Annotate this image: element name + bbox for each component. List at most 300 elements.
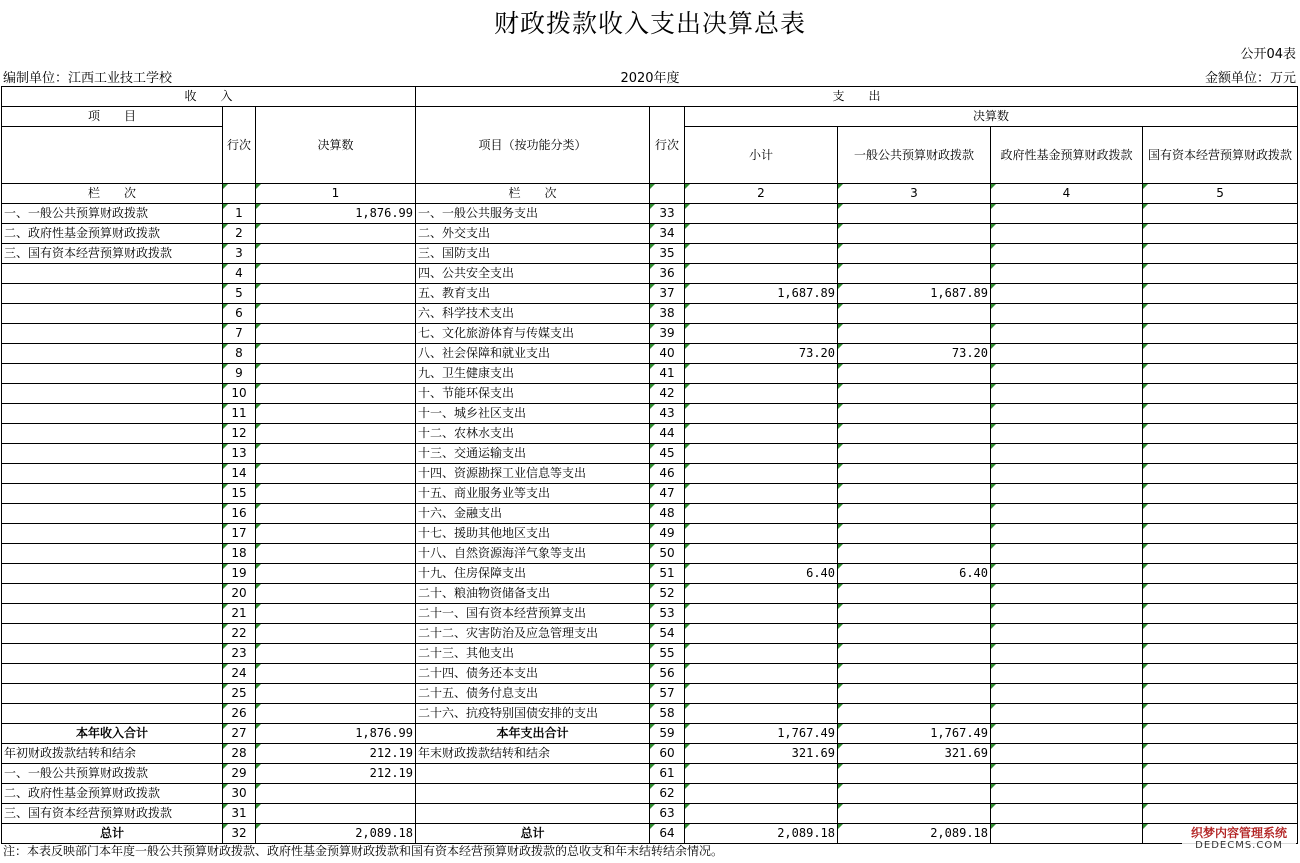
subtotal-cell: 2,089.18 xyxy=(685,824,838,844)
expense-row-no-cell: 37 xyxy=(650,284,685,304)
expense-item-cell: 九、卫生健康支出 xyxy=(416,364,650,384)
income-row-no-cell: 17 xyxy=(223,524,256,544)
subtotal-cell xyxy=(685,644,838,664)
table-row xyxy=(2,704,1298,724)
gov-fund-cell xyxy=(991,664,1143,684)
state-capital-cell xyxy=(1143,304,1298,324)
subtotal-cell xyxy=(685,264,838,284)
income-amount-cell: 2,089.18 xyxy=(256,824,416,844)
general-budget-cell: 321.69 xyxy=(838,744,991,764)
gov-fund-cell xyxy=(991,464,1143,484)
income-row-no-cell: 20 xyxy=(223,584,256,604)
subtotal-cell xyxy=(685,384,838,404)
general-budget-cell: 1,767.49 xyxy=(838,724,991,744)
general-budget-cell xyxy=(838,764,991,784)
income-item-cell xyxy=(2,264,223,284)
expense-row-no-cell: 52 xyxy=(650,584,685,604)
income-row-no-cell: 1 xyxy=(223,204,256,224)
column-number-3: 3 xyxy=(838,184,991,204)
income-amount-cell xyxy=(256,544,416,564)
gov-fund-cell xyxy=(991,544,1143,564)
expense-item-cell: 二十二、灾害防治及应急管理支出 xyxy=(416,624,650,644)
watermark xyxy=(1182,826,1296,852)
general-budget-cell xyxy=(838,664,991,684)
income-row-no-cell: 7 xyxy=(223,324,256,344)
expense-item-cell: 十三、交通运输支出 xyxy=(416,444,650,464)
income-item-cell: 总计 xyxy=(2,824,223,844)
general-budget-cell xyxy=(838,504,991,524)
state-capital-cell xyxy=(1143,564,1298,584)
general-budget-cell xyxy=(838,584,991,604)
income-row-no-cell: 3 xyxy=(223,244,256,264)
income-item-cell: 三、国有资本经营预算财政拨款 xyxy=(2,244,223,264)
general-budget-cell xyxy=(838,684,991,704)
column-no-blank-2 xyxy=(650,184,685,204)
general-budget-cell xyxy=(838,444,991,464)
expense-item-cell: 十六、金融支出 xyxy=(416,504,650,524)
expense-row-no-cell: 44 xyxy=(650,424,685,444)
income-item-cell: 年初财政拨款结转和结余 xyxy=(2,744,223,764)
general-budget-cell xyxy=(838,804,991,824)
expense-item-cell: 十二、农林水支出 xyxy=(416,424,650,444)
gov-fund-cell xyxy=(991,264,1143,284)
subtotal-cell: 1,687.89 xyxy=(685,284,838,304)
income-item-cell: 二、政府性基金预算财政拨款 xyxy=(2,784,223,804)
watermark-site: DEDECMS.COM xyxy=(1195,840,1283,851)
expense-row-no-cell: 43 xyxy=(650,404,685,424)
expense-row-no-cell: 57 xyxy=(650,684,685,704)
income-row-no-cell: 21 xyxy=(223,604,256,624)
income-amount-cell xyxy=(256,424,416,444)
table-row xyxy=(2,384,1298,404)
table-row xyxy=(2,304,1298,324)
table-row xyxy=(2,804,1298,824)
table-row xyxy=(2,264,1298,284)
general-budget-cell xyxy=(838,264,991,284)
general-budget-cell xyxy=(838,404,991,424)
general-budget-cell: 1,687.89 xyxy=(838,284,991,304)
income-header: 收 入 xyxy=(2,87,416,107)
income-item-cell xyxy=(2,684,223,704)
gov-fund-cell xyxy=(991,744,1143,764)
subtotal-cell xyxy=(685,784,838,804)
expense-item-cell: 十四、资源勘探工业信息等支出 xyxy=(416,464,650,484)
state-capital-cell xyxy=(1143,704,1298,724)
gov-fund-cell xyxy=(991,384,1143,404)
table-row xyxy=(2,504,1298,524)
income-amount-cell xyxy=(256,264,416,284)
income-item-cell xyxy=(2,524,223,544)
gov-fund-cell xyxy=(991,804,1143,824)
income-amount-cell xyxy=(256,344,416,364)
subtotal-cell xyxy=(685,444,838,464)
income-amount-cell xyxy=(256,444,416,464)
general-budget-cell xyxy=(838,244,991,264)
column-number-5: 5 xyxy=(1143,184,1298,204)
table-row xyxy=(2,464,1298,484)
state-capital-cell xyxy=(1143,784,1298,804)
general-budget-cell: 73.20 xyxy=(838,344,991,364)
income-row-no-cell: 27 xyxy=(223,724,256,744)
subtotal-cell xyxy=(685,324,838,344)
subtotal-cell: 73.20 xyxy=(685,344,838,364)
page-title: 财政拨款收入支出决算总表 xyxy=(493,9,806,38)
income-row-no-cell: 30 xyxy=(223,784,256,804)
general-budget-cell xyxy=(838,224,991,244)
income-amount-cell xyxy=(256,244,416,264)
table-row xyxy=(2,484,1298,504)
subtotal-cell xyxy=(685,364,838,384)
general-budget-cell xyxy=(838,704,991,724)
expense-row-no-cell: 33 xyxy=(650,204,685,224)
state-capital-cell xyxy=(1143,324,1298,344)
subtotal-cell: 6.40 xyxy=(685,564,838,584)
state-capital-cell xyxy=(1143,484,1298,504)
organization-label: 编制单位：江西工业技工学校 xyxy=(3,71,173,86)
income-row-no-cell: 22 xyxy=(223,624,256,644)
subtotal-cell xyxy=(685,584,838,604)
watermark-title: 织梦内容管理系统 xyxy=(1190,826,1287,840)
income-row-no-cell: 12 xyxy=(223,424,256,444)
table-row xyxy=(2,604,1298,624)
income-row-no-cell: 9 xyxy=(223,364,256,384)
expense-row-no-cell: 61 xyxy=(650,764,685,784)
income-row-no-cell: 25 xyxy=(223,684,256,704)
income-row-no-cell: 10 xyxy=(223,384,256,404)
income-row-no-cell: 2 xyxy=(223,224,256,244)
item-header: 项 目 xyxy=(2,107,223,127)
table-row xyxy=(2,364,1298,384)
func-item-header: 项目（按功能分类） xyxy=(416,107,650,184)
income-item-cell xyxy=(2,344,223,364)
general-budget-cell xyxy=(838,324,991,344)
expense-row-no-cell: 35 xyxy=(650,244,685,264)
income-row-no-cell: 29 xyxy=(223,764,256,784)
general-budget-cell xyxy=(838,364,991,384)
state-capital-cell xyxy=(1143,284,1298,304)
income-item-cell xyxy=(2,324,223,344)
table-row xyxy=(2,224,1298,244)
table-row xyxy=(2,724,1298,744)
general-budget-cell xyxy=(838,464,991,484)
income-item-cell xyxy=(2,284,223,304)
income-item-cell: 一、一般公共预算财政拨款 xyxy=(2,204,223,224)
state-capital-cell xyxy=(1143,464,1298,484)
income-row-no-cell: 16 xyxy=(223,504,256,524)
expense-row-no-cell: 48 xyxy=(650,504,685,524)
income-item-cell xyxy=(2,424,223,444)
state-capital-cell xyxy=(1143,624,1298,644)
income-item-cell: 二、政府性基金预算财政拨款 xyxy=(2,224,223,244)
gov-fund-cell xyxy=(991,784,1143,804)
expense-item-cell: 十、节能环保支出 xyxy=(416,384,650,404)
income-amount-cell xyxy=(256,564,416,584)
income-item-cell xyxy=(2,304,223,324)
state-capital-cell xyxy=(1143,744,1298,764)
table-row xyxy=(2,624,1298,644)
income-amount-cell xyxy=(256,624,416,644)
table-row xyxy=(2,524,1298,544)
income-amount-cell xyxy=(256,804,416,824)
state-capital-cell xyxy=(1143,504,1298,524)
income-item-cell xyxy=(2,584,223,604)
gov-fund-cell xyxy=(991,404,1143,424)
gov-fund-header: 政府性基金预算财政拨款 xyxy=(991,127,1143,184)
table-row xyxy=(2,744,1298,764)
expense-item-cell: 年末财政拨款结转和结余 xyxy=(416,744,650,764)
income-item-cell xyxy=(2,384,223,404)
general-budget-cell xyxy=(838,304,991,324)
income-row-no-cell: 24 xyxy=(223,664,256,684)
table-row xyxy=(2,344,1298,364)
final-amount-header-2: 决算数 xyxy=(685,107,1298,127)
state-capital-cell xyxy=(1143,684,1298,704)
budget-table xyxy=(1,86,1298,844)
expense-item-cell: 总计 xyxy=(416,824,650,844)
expense-row-no-cell: 56 xyxy=(650,664,685,684)
expense-item-cell: 二十、粮油物资储备支出 xyxy=(416,584,650,604)
general-budget-cell xyxy=(838,604,991,624)
expense-item-cell: 十八、自然资源海洋气象等支出 xyxy=(416,544,650,564)
expense-item-cell xyxy=(416,764,650,784)
income-row-no-cell: 31 xyxy=(223,804,256,824)
income-row-no-cell: 19 xyxy=(223,564,256,584)
gov-fund-cell xyxy=(991,444,1143,464)
state-capital-cell xyxy=(1143,644,1298,664)
income-item-cell xyxy=(2,504,223,524)
table-row xyxy=(2,284,1298,304)
subtotal-header: 小计 xyxy=(685,127,838,184)
column-no-blank xyxy=(223,184,256,204)
income-amount-cell xyxy=(256,284,416,304)
state-capital-cell xyxy=(1143,424,1298,444)
income-amount-cell xyxy=(256,784,416,804)
expense-row-no-cell: 53 xyxy=(650,604,685,624)
income-item-cell xyxy=(2,704,223,724)
income-row-no-cell: 26 xyxy=(223,704,256,724)
gov-fund-cell xyxy=(991,304,1143,324)
expense-row-no-cell: 63 xyxy=(650,804,685,824)
column-number-2: 2 xyxy=(685,184,838,204)
subtotal-cell xyxy=(685,704,838,724)
general-budget-cell xyxy=(838,784,991,804)
expense-row-no-cell: 49 xyxy=(650,524,685,544)
income-row-no-cell: 8 xyxy=(223,344,256,364)
general-budget-cell xyxy=(838,524,991,544)
expense-item-cell: 十九、住房保障支出 xyxy=(416,564,650,584)
income-amount-cell xyxy=(256,684,416,704)
income-amount-cell xyxy=(256,324,416,344)
income-item-cell xyxy=(2,404,223,424)
income-row-no-cell: 23 xyxy=(223,644,256,664)
expense-item-cell: 六、科学技术支出 xyxy=(416,304,650,324)
income-amount-cell: 212.19 xyxy=(256,744,416,764)
income-item-cell xyxy=(2,544,223,564)
income-amount-cell xyxy=(256,584,416,604)
expense-item-cell: 五、教育支出 xyxy=(416,284,650,304)
column-number-4: 4 xyxy=(991,184,1143,204)
income-row-no-cell: 14 xyxy=(223,464,256,484)
gov-fund-cell xyxy=(991,244,1143,264)
subtotal-cell xyxy=(685,664,838,684)
income-item-cell: 三、国有资本经营预算财政拨款 xyxy=(2,804,223,824)
fiscal-year: 2020年度 xyxy=(620,71,680,86)
income-amount-cell xyxy=(256,404,416,424)
income-row-no-cell: 28 xyxy=(223,744,256,764)
subtotal-cell xyxy=(685,204,838,224)
general-budget-cell xyxy=(838,484,991,504)
table-row xyxy=(2,244,1298,264)
income-item-cell xyxy=(2,644,223,664)
general-budget-header: 一般公共预算财政拨款 xyxy=(838,127,991,184)
table-row xyxy=(2,764,1298,784)
subtotal-cell xyxy=(685,464,838,484)
gov-fund-cell xyxy=(991,644,1143,664)
income-item-cell: 本年收入合计 xyxy=(2,724,223,744)
general-budget-cell xyxy=(838,624,991,644)
income-amount-cell xyxy=(256,224,416,244)
expense-row-no-cell: 39 xyxy=(650,324,685,344)
subtotal-cell xyxy=(685,504,838,524)
expense-row-no-cell: 54 xyxy=(650,624,685,644)
table-row xyxy=(2,404,1298,424)
expense-item-cell: 十五、商业服务业等支出 xyxy=(416,484,650,504)
income-amount-cell xyxy=(256,704,416,724)
subtotal-cell: 1,767.49 xyxy=(685,724,838,744)
income-amount-cell xyxy=(256,484,416,504)
expense-item-cell: 七、文化旅游体育与传媒支出 xyxy=(416,324,650,344)
expense-item-cell: 二、外交支出 xyxy=(416,224,650,244)
state-capital-cell xyxy=(1143,364,1298,384)
item-header-blank xyxy=(2,127,223,184)
expense-item-cell: 十一、城乡社区支出 xyxy=(416,404,650,424)
expense-item-cell: 二十五、债务付息支出 xyxy=(416,684,650,704)
expense-item-cell: 本年支出合计 xyxy=(416,724,650,744)
income-amount-cell xyxy=(256,604,416,624)
gov-fund-cell xyxy=(991,324,1143,344)
header-row-column-numbers xyxy=(2,184,1298,204)
general-budget-cell xyxy=(838,544,991,564)
general-budget-cell: 6.40 xyxy=(838,564,991,584)
state-capital-cell xyxy=(1143,604,1298,624)
state-capital-cell xyxy=(1143,344,1298,364)
income-amount-cell: 1,876.99 xyxy=(256,724,416,744)
state-capital-cell xyxy=(1143,204,1298,224)
income-item-cell xyxy=(2,564,223,584)
gov-fund-cell xyxy=(991,824,1143,844)
subtotal-cell xyxy=(685,404,838,424)
state-capital-cell xyxy=(1143,444,1298,464)
table-row xyxy=(2,444,1298,464)
expense-row-no-cell: 64 xyxy=(650,824,685,844)
gov-fund-cell xyxy=(991,764,1143,784)
subtotal-cell xyxy=(685,544,838,564)
income-row-no-cell: 5 xyxy=(223,284,256,304)
expense-row-no-cell: 42 xyxy=(650,384,685,404)
row-no-header-2: 行次 xyxy=(650,107,685,184)
table-row xyxy=(2,204,1298,224)
header-row-labels xyxy=(2,107,1298,127)
state-capital-cell xyxy=(1143,544,1298,564)
subtotal-cell xyxy=(685,224,838,244)
gov-fund-cell xyxy=(991,484,1143,504)
expense-row-no-cell: 59 xyxy=(650,724,685,744)
final-amount-header: 决算数 xyxy=(256,107,416,184)
expense-item-cell: 十七、援助其他地区支出 xyxy=(416,524,650,544)
expense-item-cell: 二十三、其他支出 xyxy=(416,644,650,664)
expense-row-no-cell: 58 xyxy=(650,704,685,724)
income-amount-cell: 1,876.99 xyxy=(256,204,416,224)
expense-item-cell xyxy=(416,804,650,824)
general-budget-cell xyxy=(838,424,991,444)
gov-fund-cell xyxy=(991,204,1143,224)
income-row-no-cell: 11 xyxy=(223,404,256,424)
expense-item-cell: 三、国防支出 xyxy=(416,244,650,264)
income-item-cell xyxy=(2,624,223,644)
expense-row-no-cell: 46 xyxy=(650,464,685,484)
gov-fund-cell xyxy=(991,684,1143,704)
income-item-cell xyxy=(2,484,223,504)
expense-row-no-cell: 36 xyxy=(650,264,685,284)
income-row-no-cell: 13 xyxy=(223,444,256,464)
subtotal-cell xyxy=(685,624,838,644)
subtotal-cell xyxy=(685,524,838,544)
state-capital-cell xyxy=(1143,804,1298,824)
income-amount-cell: 212.19 xyxy=(256,764,416,784)
state-capital-cell xyxy=(1143,764,1298,784)
expense-row-no-cell: 45 xyxy=(650,444,685,464)
income-row-no-cell: 18 xyxy=(223,544,256,564)
income-row-no-cell: 32 xyxy=(223,824,256,844)
expense-row-no-cell: 47 xyxy=(650,484,685,504)
gov-fund-cell xyxy=(991,424,1143,444)
table-row xyxy=(2,424,1298,444)
income-amount-cell xyxy=(256,464,416,484)
column-number-1: 1 xyxy=(256,184,416,204)
expense-row-no-cell: 40 xyxy=(650,344,685,364)
expense-row-no-cell: 38 xyxy=(650,304,685,324)
subtotal-cell xyxy=(685,684,838,704)
general-budget-cell: 2,089.18 xyxy=(838,824,991,844)
income-row-no-cell: 15 xyxy=(223,484,256,504)
gov-fund-cell xyxy=(991,284,1143,304)
gov-fund-cell xyxy=(991,704,1143,724)
expense-item-cell: 四、公共安全支出 xyxy=(416,264,650,284)
amount-unit: 金额单位：万元 xyxy=(1204,71,1296,86)
income-item-cell: 一、一般公共预算财政拨款 xyxy=(2,764,223,784)
state-capital-cell xyxy=(1143,584,1298,604)
income-amount-cell xyxy=(256,644,416,664)
subtotal-cell xyxy=(685,424,838,444)
table-row xyxy=(2,584,1298,604)
column-label-2: 栏 次 xyxy=(416,184,650,204)
table-row xyxy=(2,664,1298,684)
subtotal-cell xyxy=(685,244,838,264)
expense-row-no-cell: 51 xyxy=(650,564,685,584)
state-capital-cell xyxy=(1143,524,1298,544)
state-capital-cell xyxy=(1143,404,1298,424)
gov-fund-cell xyxy=(991,584,1143,604)
income-item-cell xyxy=(2,464,223,484)
state-capital-cell xyxy=(1143,724,1298,744)
table-row xyxy=(2,784,1298,804)
expense-row-no-cell: 60 xyxy=(650,744,685,764)
state-capital-header: 国有资本经营预算财政拨款 xyxy=(1143,127,1298,184)
income-amount-cell xyxy=(256,364,416,384)
income-amount-cell xyxy=(256,304,416,324)
expense-item-cell xyxy=(416,784,650,804)
subtotal-cell xyxy=(685,764,838,784)
